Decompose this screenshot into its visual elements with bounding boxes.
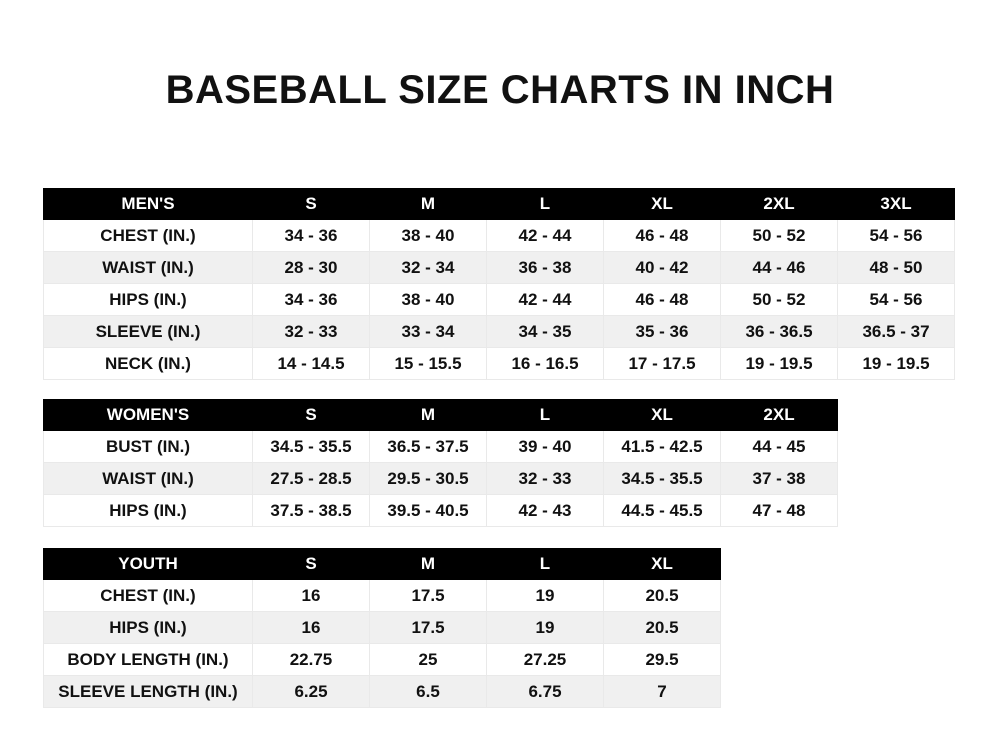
cell: 50 - 52 (721, 284, 838, 316)
column-header-2xl: 2XL (721, 400, 838, 431)
column-header-m: M (370, 549, 487, 580)
mens-size-chart (43, 188, 955, 380)
table-header-row (44, 189, 955, 220)
cell: 36 - 36.5 (721, 316, 838, 348)
table-row (44, 220, 955, 252)
cell: 54 - 56 (838, 284, 955, 316)
cell: 7 (604, 676, 721, 708)
cell: 38 - 40 (370, 220, 487, 252)
cell: 34 - 36 (253, 284, 370, 316)
column-header-xl: XL (604, 549, 721, 580)
row-label: BODY LENGTH (IN.) (44, 644, 253, 676)
cell: 6.5 (370, 676, 487, 708)
row-label: HIPS (IN.) (44, 495, 253, 527)
cell: 33 - 34 (370, 316, 487, 348)
table-row (44, 252, 955, 284)
cell: 15 - 15.5 (370, 348, 487, 380)
row-label: BUST (IN.) (44, 431, 253, 463)
table-row (44, 463, 838, 495)
table-row (44, 676, 721, 708)
cell: 42 - 43 (487, 495, 604, 527)
column-header-category: MEN'S (44, 189, 253, 220)
cell: 14 - 14.5 (253, 348, 370, 380)
cell: 34 - 36 (253, 220, 370, 252)
cell: 42 - 44 (487, 220, 604, 252)
youth-size-chart (43, 548, 721, 708)
row-label: CHEST (IN.) (44, 220, 253, 252)
cell: 16 - 16.5 (487, 348, 604, 380)
cell: 54 - 56 (838, 220, 955, 252)
cell: 27.25 (487, 644, 604, 676)
cell: 42 - 44 (487, 284, 604, 316)
cell: 46 - 48 (604, 220, 721, 252)
column-header-3xl: 3XL (838, 189, 955, 220)
cell: 32 - 33 (253, 316, 370, 348)
table-row (44, 348, 955, 380)
cell: 47 - 48 (721, 495, 838, 527)
cell: 16 (253, 580, 370, 612)
column-header-m: M (370, 400, 487, 431)
cell: 17 - 17.5 (604, 348, 721, 380)
cell: 36.5 - 37 (838, 316, 955, 348)
table-header-row (44, 400, 838, 431)
cell: 48 - 50 (838, 252, 955, 284)
cell: 22.75 (253, 644, 370, 676)
cell: 34.5 - 35.5 (604, 463, 721, 495)
column-header-l: L (487, 549, 604, 580)
cell: 36 - 38 (487, 252, 604, 284)
cell: 19 - 19.5 (721, 348, 838, 380)
cell: 40 - 42 (604, 252, 721, 284)
cell: 6.75 (487, 676, 604, 708)
column-header-l: L (487, 400, 604, 431)
cell: 37.5 - 38.5 (253, 495, 370, 527)
column-header-l: L (487, 189, 604, 220)
column-header-m: M (370, 189, 487, 220)
cell: 20.5 (604, 580, 721, 612)
table-row (44, 316, 955, 348)
cell: 50 - 52 (721, 220, 838, 252)
cell: 17.5 (370, 612, 487, 644)
cell: 29.5 - 30.5 (370, 463, 487, 495)
cell: 20.5 (604, 612, 721, 644)
cell: 29.5 (604, 644, 721, 676)
column-header-s: S (253, 189, 370, 220)
womens-size-chart (43, 399, 838, 527)
cell: 34.5 - 35.5 (253, 431, 370, 463)
cell: 16 (253, 612, 370, 644)
row-label: HIPS (IN.) (44, 612, 253, 644)
cell: 6.25 (253, 676, 370, 708)
table-row (44, 644, 721, 676)
column-header-s: S (253, 400, 370, 431)
cell: 19 (487, 580, 604, 612)
cell: 39 - 40 (487, 431, 604, 463)
row-label: HIPS (IN.) (44, 284, 253, 316)
row-label: WAIST (IN.) (44, 252, 253, 284)
row-label: WAIST (IN.) (44, 463, 253, 495)
table-row (44, 431, 838, 463)
row-label: SLEEVE LENGTH (IN.) (44, 676, 253, 708)
cell: 44 - 45 (721, 431, 838, 463)
row-label: SLEEVE (IN.) (44, 316, 253, 348)
cell: 17.5 (370, 580, 487, 612)
cell: 27.5 - 28.5 (253, 463, 370, 495)
cell: 25 (370, 644, 487, 676)
cell: 39.5 - 40.5 (370, 495, 487, 527)
cell: 38 - 40 (370, 284, 487, 316)
table-row (44, 612, 721, 644)
cell: 34 - 35 (487, 316, 604, 348)
column-header-xl: XL (604, 189, 721, 220)
column-header-s: S (253, 549, 370, 580)
column-header-2xl: 2XL (721, 189, 838, 220)
cell: 44 - 46 (721, 252, 838, 284)
column-header-category: YOUTH (44, 549, 253, 580)
cell: 28 - 30 (253, 252, 370, 284)
cell: 32 - 33 (487, 463, 604, 495)
cell: 36.5 - 37.5 (370, 431, 487, 463)
cell: 32 - 34 (370, 252, 487, 284)
cell: 19 - 19.5 (838, 348, 955, 380)
cell: 35 - 36 (604, 316, 721, 348)
column-header-category: WOMEN'S (44, 400, 253, 431)
cell: 44.5 - 45.5 (604, 495, 721, 527)
column-header-xl: XL (604, 400, 721, 431)
row-label: NECK (IN.) (44, 348, 253, 380)
table-header-row (44, 549, 721, 580)
cell: 41.5 - 42.5 (604, 431, 721, 463)
row-label: CHEST (IN.) (44, 580, 253, 612)
page-title: BASEBALL SIZE CHARTS IN INCH (165, 68, 835, 112)
cell: 37 - 38 (721, 463, 838, 495)
table-row (44, 495, 838, 527)
table-row (44, 580, 721, 612)
cell: 46 - 48 (604, 284, 721, 316)
table-row (44, 284, 955, 316)
cell: 19 (487, 612, 604, 644)
